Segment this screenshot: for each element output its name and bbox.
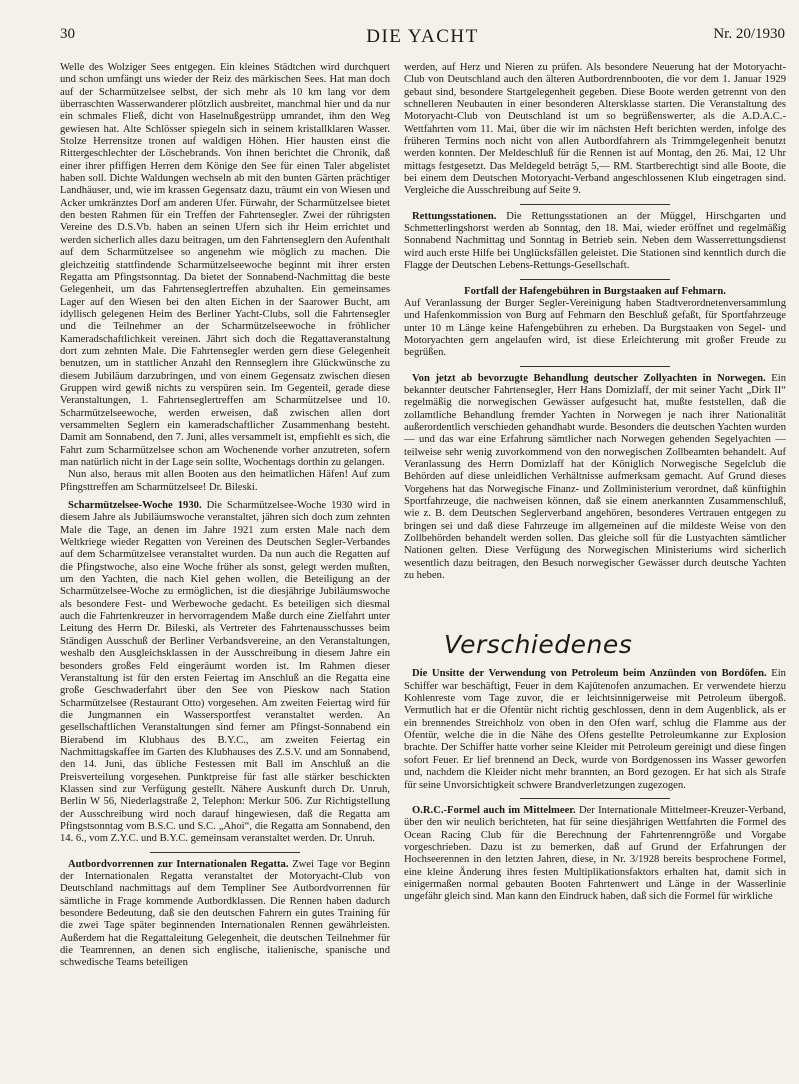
article-signoff: Nun also, heraus mit allen Booten aus den heimatlichen Häfen! Auf zum Pfingsttreffen am Scharmützelsee! Dr. Bileski. [60, 469, 390, 493]
news-item-body: Auf Veranlassung der Burger Segler-Vereinigung haben Stadtverordnetenversammlung und Hafenkommission von Burg auf Fehmarn den Beschluß gefaßt, für Sportfahrzeuge unter 10 m Länge keine Hafengebühren zu erheben. Da Burgstaaken von Segel- und Motoryachten gern angelaufen wird, ist diese Erleichterung mit großer Freude zu begrüßen. [404, 297, 786, 359]
left-column [60, 62, 390, 1076]
news-item-heading: O.R.C.-Formel auch im Mittelmeer. [412, 804, 576, 816]
issue-number: Nr. 20/1930 [713, 26, 785, 42]
news-item-heading: Rettungsstationen. [412, 210, 497, 222]
news-item-heading: Fortfall der Hafengebühren in Burgstaaken auf Fehmarn. [464, 285, 726, 297]
news-item [404, 668, 786, 791]
news-item [404, 373, 786, 583]
news-item-body: Ein Schiffer war beschäftigt, Feuer in dem Kajütenofen anzumachen. Er verwendete hierzu Kohlenreste vom Tage zuvor, die er leichtsinnigerweise mit Petroleum übergoß. Vermutlich hat er die Ofentür nicht richtig geschlossen, denn in dem Augenblick, als er ein brennendes Streichholz von oben in den Ofen warf, schlug die Flamme aus der Ofentür, welche die in die Nähe des Ofens gestellte Petroleumkanne zur Explosion brachte. Der Schiffer hatte vorher seine Kleider mit Petroleum gereinigt und diese fingen sofort Feuer. Er lief brennend an Deck, wurde von Bordgenossen ins Wasser geworfen und, nachdem die Kleider nicht mehr brannten, an Bord gezogen. Er hat sich als Strafe für seine Unvorsichtigkeit schwere Brandverletzungen zugezogen. [404, 668, 786, 791]
news-item [404, 805, 786, 904]
news-item-body: Der Internationale Mittelmeer-Kreuzer-Verband, über den wir neulich berichteten, hat für seine diesjährigen Wettfahrten die Formel des Ocean Racing Club für die Berechnung der Fahrtenrenngröße und Vorgabe vorgeschrieben. Dazu ist zu bemerken, daß auf Grund der Erfahrungen der Hochseerennen in den letzten Jahren, diese, in Nr. 3/1928 bereits besprochene Formel, eine kleine Änderung ihres festen Multiplikationsfaktors erhalten hat, damit sich in einigermaßen normal gebauten Booten Fahrtenwert und Länge in der Wasserlinie ungefähr gleich sind. Man kann den Eindruck haben, daß sich die Formel für wirkliche [404, 804, 786, 903]
news-item-heading: Die Unsitte der Verwendung von Petroleum beim Anzünden von Bordöfen. [412, 668, 767, 680]
article-paragraph: Welle des Wolziger Sees entgegen. Ein kleines Städtchen wird durchquert und schon umfängt uns wieder der Reiz des märkischen Sees. Hat man doch auf der Scharmützelsee selbst, der sich mehr als 10 km lang vor dem überraschten Wasserwanderer plötzlich ausbreitet, manchmal hier und da nur ein schmales Fließ, dicht von Haselnußgestrüpp umrandet, ihm den Weg gewiesen hat. Alte Schlösser spiegeln sich in seinem kristallklaren Wasser. Stolze Herrensitze tronen auf waldigen Höhen. Hier hausten einst die Rittergeschlechter der Löschebrands. Von ihnen berichtet die Chronik, daß einer ihrer pfiffigen Herren dem Könige den See für einen Taler abgelistet haben soll. Dichte Waldungen wechseln ab mit den bunten Gärten prächtiger Landhäuser, und, wie im krassen Gegensatz dazu, träumt ein von Wiesen und Acker umkränztes Dorf am anderen Ufer. Fürwahr, der Scharmützelsee bietet den besten Rahmen für ein Treffen der Fahrtensegler. Zwei der rührigsten Vereine des D.S.Vb. haben an seinen Ufern sich ihr Heim errichtet und werden sicherlich alles dazu beitragen, um den Fahrtenseglern den Aufenthalt auf dem Scharmützelsee so angenehm wie möglich zu machen. Die gleichzeitig stattfindende Scharmützelseewoche beginnt mit ihrer ersten Regatta am Pfingstsonntag. Da bietet der Sonnabend-Nachmittag die beste Gelegenheit, um das Fahrtenseglertreffen abzuhalten. Ein gemeinsames Lager auf den Wiesen bei den alten Eichen in der Saarower Bucht, am idyllisch gelegenen Heim des Berliner Yacht-Clubs, soll die Fahrtensegler und die Teilnehmer an der Scharmützelseewoche in fröhlicher Kameradschaftlichkeit vereinen. Jährt sich doch die Regattaveranstaltung dort zum zehnten Male. Die Fahrtensegler werden gern diese Gelegenheit benutzen, um in stattlicher Anzahl den Rennseglern ihre Glückwünsche zu diesem Jubiläum darzubringen, und von einem Gegensatz zwischen diesen Gruppen wird gewiß nichts zu verspüren sein. Im Gegenteil, gerade diese Veranstaltungen, 1. Fahrtenseglertreffen am Scharmützelsee und 10. Scharmützelseewoche, werden erweisen, daß zwischen allen dort versammelten Seglern ein kameradschaftlicher Zusammenhang besteht. Damit am Sonnabend, den 7. Juni, alles versammelt ist, empfiehlt es sich, die Fahrt zum Scharmützelsee schon am Wochenende vorher anzutreten, sofern man natürlich nicht in der Lage sein sollte, Wochentags dorthin zu gelangen. [60, 62, 390, 468]
news-item-body: Ein bekannter deutscher Fahrtensegler, Herr Hans Domizlaff, der mit seiner Yacht „Dirk II“ regelmäßig die norwegischen Gewässer aufgesucht hat, mußte feststellen, daß die zollamtliche Behandlung fremder Yachten in Norwegen je nach ihrer Nationalität außerordentlich verschieden gehandhabt wurde. Besonders die deutschen Yachten wurden — und das war eine Erfahrung sämtlicher nach Norwegen gehenden Segelyachten — teilweise sehr wenig zuvorkommend von den norwegischen Zollbeamten behandelt. Auf Veranlassung des Herrn Domizlaff hat der Königlich Norwegische Segelclub die Behörden auf diese unleidlichen Verhältnisse aufmerksam gemacht. Auf Grund dieses Vorgehens hat das Norwegische Finanz- und Zollministerium verordnet, daß künftighin Sportfahrzeuge, die nachweisen können, daß sie einem anerkannten Zusammenschluß, wie z. B. dem Deutschen Seglerverband angehören, besonderes Vertrauen entgegen zu bringen sei und daß diese Fahrzeuge im allgemeinen auf die mildeste Weise von den Zollbehörden behandelt werden sollen. Das gleiche soll für die Lustyachten sämtlicher Nationen gelten. Diese Verfügung des Norwegischen Ministeriums wird sicherlich wesentlich dazu beitragen, den Besuch norwegischer Gewässer durch deutsche Yachten zu heben. [404, 372, 786, 582]
news-item-heading: Scharmützelsee-Woche 1930. [68, 500, 202, 512]
right-column [404, 62, 786, 1076]
separator-rule [520, 366, 670, 367]
news-item-body: Die Scharmützelsee-Woche 1930 wird in diesem Jahre als Jubiläumswoche veranstaltet, jähren sich doch zum zehnten Male die Tage, an denen im Jahre 1921 zum ersten Male nach dem Weltkriege wieder Regatten von Vereinen des Deutschen Segler-Verbandes auf dem Scharmützelsee veranstaltet wurden. Da nun auch die Regatten auf die Pfingstwoche, also eine Woche früher als sonst, gelegt werden mußten, um den Yachten, die nach Kiel gehen wollen, die Beteiligung an der Scharmützelsee-Woche zu ermöglichen, ist die diesjährige Jubiläumswoche als besondere Fest- und Werbewoche gedacht. Es beteiligen sich diesmal auch die Fahrtenkreuzer in hervorragendem Maße durch eine Zielfahrt unter Leitung des Herrn Dr. Bileski, als Vertreter des Fahrtenausschusses beim Ständigen Ausschuß der Berliner Verbandsvereine, an den Veranstaltungen, weshalb den Ausgleichsklassen in der Ausschreibung in diesem Jahre ein besonders großes Feld eingeräumt worden ist. Im Rahmen dieser Veranstaltung ist für den ersten Feiertag im Anschluß an die Regatta eine große Geschwaderfahrt über den See von Pieskow nach Station Scharmützelsee (Restaurant Otto) vorgesehen. Am zweiten Feiertag wird für die Jungmannen ein Wassersportfest veranstaltet werden. An gesellschaftlichen Veranstaltungen sind ferner am Pfingst-Sonnabend ein Bierabend im Klubhaus des B.Y.C., am zweiten Feiertag ein Nachmittagskaffee im Garten des Klubhauses des Z.S.V. und am Sonnabend, den 14. Juni, das übliche Festessen mit Ball im Anschluß an die Preisverteilung vorgesehen. Punktpreise für fast alle stärker beschickten Klassen sind zur Verfügung gestellt. Nähere Auskunft durch Dr. Unruh, Berlin W 56, Niederlagstraße 2, Telephon: Merkur 506. Zur Richtigstellung der Ausschreibung wird noch darauf hingewiesen, daß die Regatta am Pfingstsonntag vom B.S.C. und S.C. „Ahoi“, die Regatta am Sonnabend, den 14. 6., vom Z.Y.C. und B.Y.C. gemeinsam veranstaltet werden. Dr. Unruh. [60, 500, 390, 845]
section-title: Verschiedenes [444, 630, 633, 660]
page-number: 30 [60, 26, 75, 42]
news-item [60, 859, 390, 970]
news-item-heading: Von jetzt ab bevorzugte Behandlung deutscher Zollyachten in Norwegen. [412, 372, 766, 384]
separator-rule [520, 204, 670, 205]
news-item-body: Die Rettungsstationen an der Müggel, Hirschgarten und Schmetterlingshorst werden ab Sonntag, den 18. Mai, wieder eröffnet und regelmäßig Sonnabend Nachmittag und Sonntag in Betrieb sein. Neben dem Wasserrettungsdienst wird auch erste Hilfe bei Unglücksfällen geleistet. Die Stationen sind kenntlich durch die Flagge der Deutschen Lebens-Rettungs-Gesellschaft. [404, 210, 786, 272]
separator-rule [150, 852, 300, 853]
news-item-body: Zwei Tage vor Beginn der Internationalen Regatta veranstaltet der Motoryacht-Club von Deutschland nachmittags auf dem Templiner See Autbordvorrennen für sämtliche in Frage kommende Autbordklassen. Die Rennen haben dadurch besondere Bedeutung, daß sie den deutschen Fahrern ein gutes Training für die zwei Tage später beginnenden Internationalen Rennen gewährleisten. Außerdem hat die Regattaleitung Gelegenheit, die deutschen Teilnehmer für die Teamrennen, an denen sich englische, italienische, spanische und schwedische Teams beteiligen [60, 858, 390, 969]
separator-rule [520, 798, 670, 799]
article-paragraph: werden, auf Herz und Nieren zu prüfen. Als besondere Neuerung hat der Motoryacht-Club von Deutschland auch den älteren Autbordrennbooten, die vor dem 1. Januar 1929 gebaut sind, besondere Startgelegenheit gegeben. Diese Boote werden getrennt von den schnelleren Neubauten in einer besonderen Altersklasse starten. Die Veranstaltung des Motoryacht-Club von Deutschland ist um so begrüßenswerter, als die A.D.A.C.-Wettfahrten vom 11. Mai, über die wir im nächsten Heft berichten werden, infolge des früheren Termins noch nicht von allen Autbordfahrern als Trimmgelegenheit benutzt werden konnten. Der Meldeschluß für die Rennen ist auf Montag, den 26. Mai, 12 Uhr mittags festgesetzt. Das Meldegeld beträgt 5,— RM. Startberechtigt sind alle Boote, die bei einem dem Deutschen Motoryacht-Verband angeschlossenen Klub eingetragen sind. Vergleiche die Ausschreibung auf Seite 9. [404, 62, 786, 197]
news-item-heading: Autbordvorrennen zur Internationalen Regatta. [68, 858, 289, 870]
news-item [404, 211, 786, 273]
magazine-title: DIE YACHT [366, 26, 479, 47]
separator-rule [520, 279, 670, 280]
page-header [60, 26, 785, 50]
news-item [60, 500, 390, 846]
